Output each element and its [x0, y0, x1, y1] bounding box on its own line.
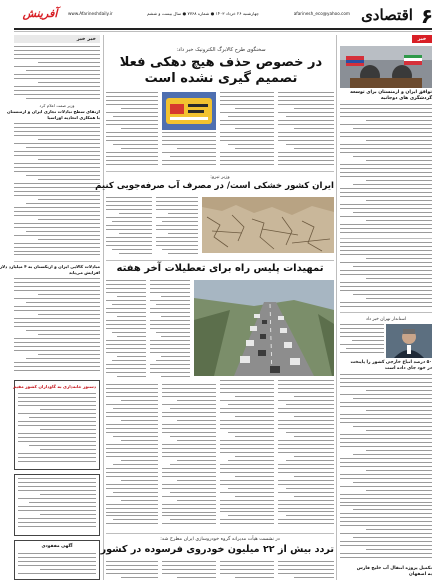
masthead-rule-thin [14, 31, 432, 32]
section-tag-right: خبر [412, 35, 432, 43]
right-item2-photo [386, 324, 432, 358]
left-item1-headline2: با همکاری اتحادیه اوراسیا [47, 115, 100, 120]
left-item2-body [14, 278, 100, 376]
water-headline: ایران کشور خشکی است/ در مصرف آب صرفه‌جویی کنیم [95, 181, 334, 191]
bottom-body-col-b [220, 561, 274, 581]
left-notice-box-2 [14, 474, 100, 536]
right-column-separator [336, 35, 337, 580]
left-notice-box-3 [14, 540, 100, 580]
police-headline: تمهیدات پلیس راه برای تعطیلات آخر هفته [116, 263, 324, 274]
police-body-col-a [150, 280, 190, 380]
section-logo: اقتصادی [361, 6, 413, 24]
left-divider-1 [14, 261, 100, 262]
bottom-headline: تردد بیش از ۲۲ میلیون خودروی فرسوده در کشور [100, 544, 334, 555]
left-item1-body [14, 123, 100, 259]
paper-name-logo: آفرینش [22, 7, 58, 20]
right-item2-headline2: در خود جای داده است [385, 366, 432, 371]
police-body-col-b [106, 280, 146, 380]
police-body-col-c [278, 380, 334, 530]
left-notice-box-1 [14, 380, 100, 470]
right-item1-headline2: گردشگری های دوجانبه [380, 96, 432, 101]
left-notice-2-body [18, 478, 96, 532]
lead-photo-caption [162, 132, 216, 168]
right-item2-body [340, 374, 432, 564]
website-address: www.Afarineshdaily.ir [68, 11, 113, 16]
lead-body-col-a [278, 92, 334, 168]
right-item2-headline: ۵۰ درصد اتباع خارجی کشور را پایتخت [350, 360, 432, 365]
right-item1-body-cont [340, 242, 432, 310]
right-divider-2 [340, 312, 432, 313]
page-number: ۶ [420, 4, 434, 28]
right-item1-headline: توافق ایران و ارمنستان برای توسعه [350, 90, 432, 95]
police-body-col-e [162, 384, 216, 530]
water-photo [202, 197, 334, 253]
issue-date-line: چهارشنبه ۲۶ خرداد ۱۴۰۳ ● شماره ۷۷۶۸ ● سال بیست و ششم [147, 11, 259, 16]
water-body-col-a [156, 197, 198, 257]
bottom-kicker: در نشست هیأت مدیرانه گروه خودروسازی ایران مطرح شد: [160, 537, 280, 542]
left-column-separator [103, 35, 104, 580]
left-item1-kicker: وزیر صمت اعلام کرد [39, 103, 75, 108]
right-item2-kicker: استاندار تهران خبر داد [365, 317, 407, 322]
center-divider-3 [106, 533, 334, 534]
lead-photo [162, 92, 216, 130]
left-column-body-1 [14, 46, 100, 102]
masthead-rule [14, 28, 432, 30]
right-item1-body [340, 104, 432, 236]
left-item3-headline: دستور خانه‌داری به گاوداران کشور مقیم [13, 384, 96, 389]
water-body-right [202, 256, 334, 258]
bottom-body-col-d [106, 561, 158, 581]
lead-headline-line2: تصمیم گیری نشده است [144, 71, 298, 86]
right-item3-headline: تکمیل پروژه انتقال آب خلیج فارس [356, 566, 432, 571]
right-column-photo [340, 46, 432, 88]
center-divider-2 [106, 260, 334, 261]
right-divider-1 [340, 238, 432, 239]
water-kicker: وزیر نیرو: [210, 175, 230, 180]
right-item3-headline2: به اصفهان [408, 572, 432, 577]
left-item1-headline: ارتقای سطح تبادلات تجاری ایران و ارمنستان [6, 109, 100, 114]
left-item4-headline: آگهی مفقودی [41, 544, 73, 549]
lead-body-col-b [220, 92, 274, 168]
police-photo [194, 280, 334, 376]
police-body-col-d [220, 380, 274, 530]
center-divider-1 [106, 171, 334, 172]
lead-kicker: سخنگوی طرح کالابرگ الکترونیک خبر داد: [176, 47, 266, 53]
left-notice-3-body [18, 553, 96, 577]
water-body-col-b [106, 197, 152, 257]
lead-headline-line1: در خصوص حذف هیچ دهکی فعلا [119, 55, 323, 70]
left-item2-headline2: افزایش می‌یابد [68, 270, 100, 275]
section-tag-left: خبر خبر [14, 35, 100, 43]
email-address: afarinesh_eco@yahoo.com [293, 11, 350, 16]
bottom-body-col-a [278, 561, 334, 581]
right-item2-side-text [340, 324, 384, 358]
left-item2-headline: مبادلات کالایی ایران و ازبکستان به ۴ میلیارد دلار [0, 264, 100, 269]
police-body-col-f [106, 384, 158, 530]
left-notice-1-body [18, 393, 96, 467]
lead-body-col-c [106, 92, 158, 168]
bottom-body-col-c [162, 561, 216, 581]
